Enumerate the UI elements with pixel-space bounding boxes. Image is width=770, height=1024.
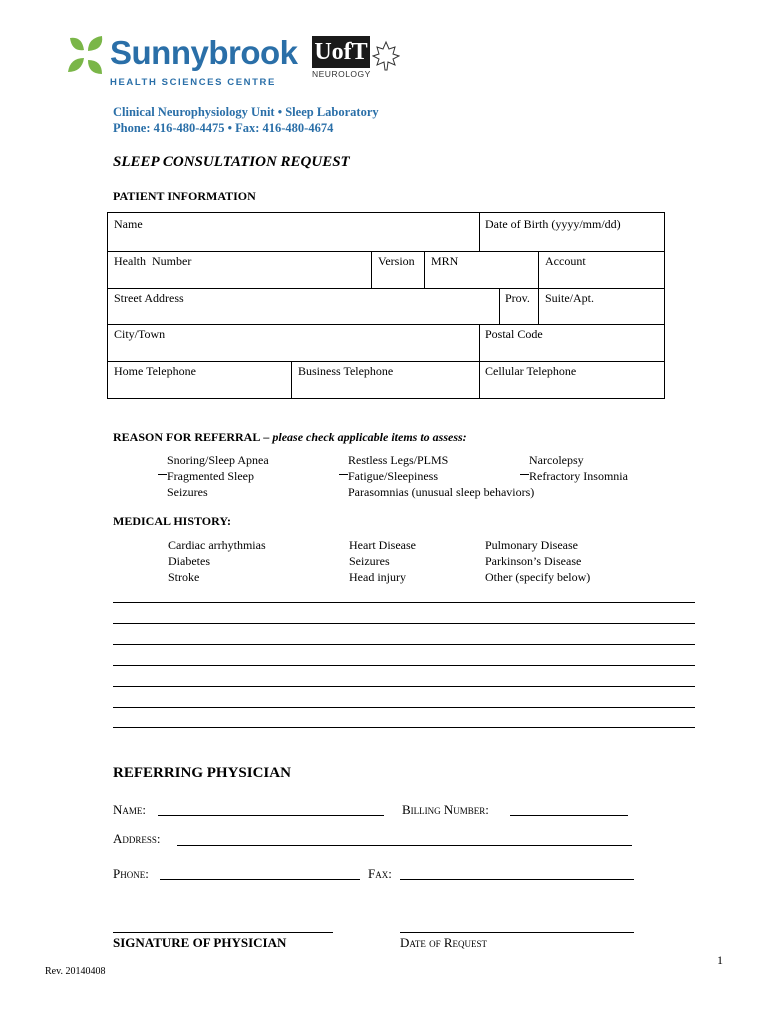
physician-name-label: Name:	[113, 802, 146, 817]
health-number-field[interactable]: Health Number	[114, 254, 192, 268]
cellular-telephone-field[interactable]: Cellular Telephone	[485, 364, 577, 378]
referral-subheading: – please check applicable items to assess:	[260, 430, 467, 444]
check-parkinsons[interactable]: Parkinson’s Disease	[485, 554, 582, 568]
history-notes-line[interactable]	[113, 707, 695, 708]
referral-heading	[113, 430, 467, 445]
suite-field[interactable]: Suite/Apt.	[545, 291, 595, 305]
phone-line: Phone: 416-480-4475 • Fax: 416-480-4674	[113, 121, 334, 135]
check-heart-disease[interactable]: Heart Disease	[349, 538, 416, 552]
unit-line: Clinical Neurophysiology Unit • Sleep Laboratory	[113, 105, 379, 119]
history-notes-line[interactable]	[113, 623, 695, 624]
logo-main-text: Sunnybrook	[110, 34, 298, 71]
check-parasomnias[interactable]	[339, 484, 534, 500]
history-notes-line[interactable]	[113, 644, 695, 645]
prov-field[interactable]: Prov.	[505, 291, 530, 305]
check-insomnia[interactable]	[520, 468, 628, 484]
leaf-logo-icon	[66, 34, 106, 76]
option-label: Fatigue/Sleepiness	[348, 469, 438, 483]
referring-physician-heading: REFERRING PHYSICIAN	[113, 765, 291, 781]
fax-label: Fax:	[368, 866, 392, 881]
history-notes-line[interactable]	[113, 602, 695, 603]
neurology-label: NEUROLOGY	[312, 69, 371, 79]
home-telephone-field[interactable]: Home Telephone	[114, 364, 196, 378]
medical-history-heading: MEDICAL HISTORY:	[113, 514, 231, 528]
check-head-injury[interactable]: Head injury	[349, 570, 406, 584]
check-narcolepsy[interactable]	[520, 452, 584, 468]
page-number: 1	[717, 953, 723, 967]
option-label: Snoring/Sleep Apnea	[167, 453, 269, 467]
phone-label: Phone:	[113, 866, 149, 881]
history-notes-line[interactable]	[113, 686, 695, 687]
address-field[interactable]	[177, 845, 632, 846]
date-of-request-line[interactable]	[400, 932, 634, 933]
option-label: Restless Legs/PLMS	[348, 453, 449, 467]
form-title: SLEEP CONSULTATION REQUEST	[113, 154, 350, 170]
business-telephone-field[interactable]: Business Telephone	[298, 364, 394, 378]
sunnybrook-logo	[66, 34, 298, 94]
account-field[interactable]: Account	[545, 254, 586, 268]
patient-info-heading: PATIENT INFORMATION	[113, 189, 256, 203]
postal-code-field[interactable]: Postal Code	[485, 327, 543, 341]
physician-name-field[interactable]	[158, 815, 384, 816]
maple-leaf-icon	[372, 40, 400, 72]
option-label: Refractory Insomnia	[529, 469, 628, 483]
billing-number-field[interactable]	[510, 815, 628, 816]
check-cardiac[interactable]: Cardiac arrhythmias	[168, 538, 266, 552]
logo-sub-text: HEALTH SCIENCES CENTRE	[110, 77, 276, 88]
billing-number-label: Billing Number:	[402, 802, 489, 817]
patient-info-table	[107, 212, 665, 399]
mrn-field[interactable]: MRN	[431, 254, 459, 268]
dob-field[interactable]: Date of Birth (yyyy/mm/dd)	[485, 217, 621, 231]
option-label: Narcolepsy	[529, 453, 584, 467]
address-label: Address:	[113, 831, 161, 846]
history-notes-line[interactable]	[113, 665, 695, 666]
check-pulmonary[interactable]: Pulmonary Disease	[485, 538, 578, 552]
uoft-neurology-logo	[312, 36, 402, 86]
checkbox-icon	[520, 474, 529, 481]
option-label: Seizures	[167, 485, 208, 499]
signature-label: SIGNATURE OF PHYSICIAN	[113, 935, 287, 950]
option-label: Fragmented Sleep	[167, 469, 254, 483]
name-field[interactable]: Name	[114, 217, 143, 231]
uoft-mark: UofT	[312, 36, 370, 68]
check-fragmented-sleep[interactable]	[158, 468, 254, 484]
check-restless-legs[interactable]	[339, 452, 448, 468]
fax-field[interactable]	[400, 879, 634, 880]
phone-field[interactable]	[160, 879, 360, 880]
check-seizures-history[interactable]: Seizures	[349, 554, 390, 568]
check-seizures-referral[interactable]	[158, 484, 208, 500]
checkbox-icon	[339, 474, 348, 481]
check-stroke[interactable]: Stroke	[168, 570, 200, 584]
check-other[interactable]: Other (specify below)	[485, 570, 591, 584]
option-label: Parasomnias (unusual sleep behaviors)	[348, 485, 535, 499]
check-fatigue[interactable]	[339, 468, 438, 484]
signature-line[interactable]	[113, 932, 333, 933]
referral-heading-label: REASON FOR REFERRAL	[113, 430, 261, 444]
checkbox-icon	[158, 474, 167, 481]
check-snoring[interactable]	[158, 452, 269, 468]
date-of-request-label: Date of Request	[400, 935, 488, 950]
version-field[interactable]: Version	[378, 254, 415, 268]
revision-label: Rev. 20140408	[45, 966, 106, 977]
city-field[interactable]: City/Town	[114, 327, 166, 341]
history-notes-line[interactable]	[113, 727, 695, 728]
check-diabetes[interactable]: Diabetes	[168, 554, 210, 568]
street-address-field[interactable]: Street Address	[114, 291, 184, 305]
